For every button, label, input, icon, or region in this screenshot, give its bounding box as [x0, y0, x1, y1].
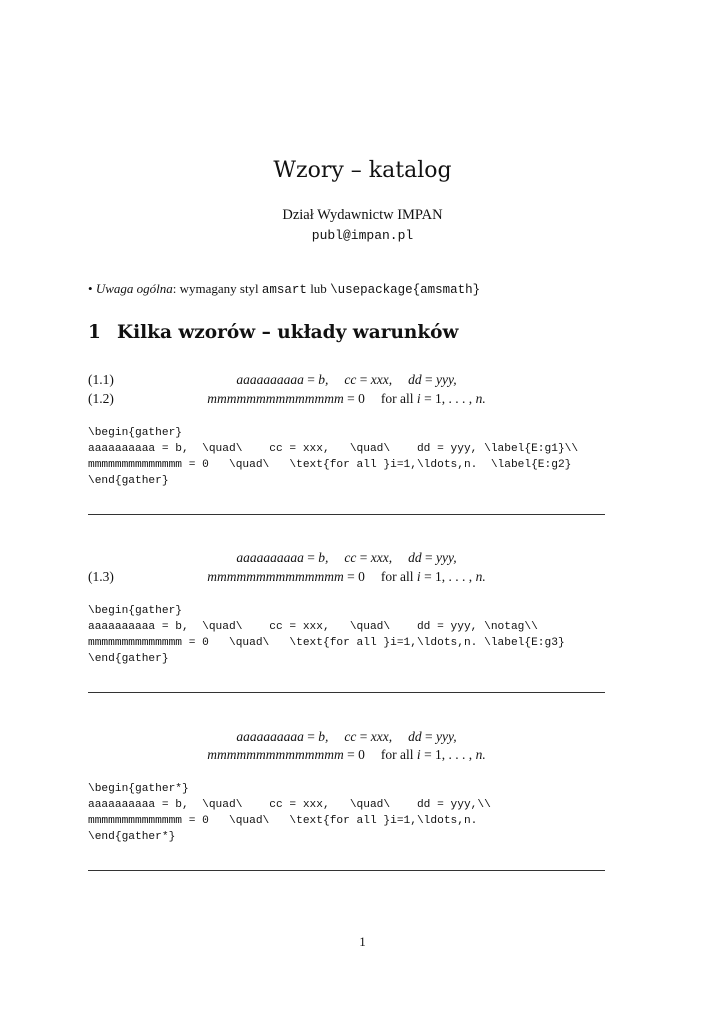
math-term: xxx, [370, 729, 393, 744]
math-range: = 1, . . . , [420, 747, 476, 762]
equation-tag: (1.2) [88, 391, 114, 406]
math-lhs: aaaaaaaaaa [236, 729, 304, 744]
math-term: dd [408, 729, 422, 744]
equation-math: aaaaaaaaaa = b, cc = xxx, dd = yyy, [236, 550, 457, 565]
equation-tag: (1.1) [88, 372, 114, 387]
separator-rule [88, 514, 605, 515]
note-label: Uwaga ogólna [95, 281, 173, 296]
equation-row [88, 729, 605, 747]
math-term: xxx, [370, 372, 393, 387]
math-term: dd [408, 372, 422, 387]
math-lhs: mmmmmmmmmmmmmm [207, 391, 344, 406]
math-text: for all [380, 747, 417, 762]
equation-tag: (1.3) [88, 569, 114, 584]
math-relation: = 0 [343, 391, 365, 406]
math-relation: = 0 [343, 569, 365, 584]
math-lhs: aaaaaaaaaa [236, 550, 304, 565]
equation-math [88, 391, 605, 407]
math-lhs: mmmmmmmmmmmmmm [207, 569, 344, 584]
section-title: Kilka wzorów – układy warunków [117, 322, 459, 343]
math-term: cc [344, 372, 357, 387]
equation-math [88, 747, 605, 763]
math-var: i [416, 747, 421, 762]
math-rhs: b, [318, 729, 329, 744]
math-var: i [416, 569, 421, 584]
math-end: n. [475, 569, 486, 584]
math-range: = 1, . . . , [420, 569, 476, 584]
latex-code-block: \begin{gather} aaaaaaaaaa = b, \quad\ cc = xxx, \quad\ dd = yyy, \notag\\ mmmmmmmmmmmmmm = 0 \quad\ \text{for all }i=1,\ldots,n. \label{E:g3} \end{gather} [88, 605, 565, 665]
math-relation: = [303, 729, 319, 744]
math-term: xxx, [370, 550, 393, 565]
math-end: n. [475, 747, 486, 762]
page-number: 1 [359, 934, 366, 949]
math-term: yyy, [435, 372, 457, 387]
math-relation: = [303, 550, 319, 565]
author-name: Dział Wydawnictw IMPAN [282, 207, 443, 223]
latex-code-block: \begin{gather*} aaaaaaaaaa = b, \quad\ cc = xxx, \quad\ dd = yyy,\\ mmmmmmmmmmmmmm = 0 \quad\ \text{for all }i=1,\ldots,n. \end{gather*} [88, 783, 491, 843]
equation-row [88, 550, 605, 568]
equation-math [88, 569, 605, 585]
latex-code-block: \begin{gather} aaaaaaaaaa = b, \quad\ cc = xxx, \quad\ dd = yyy, \label{E:g1}\\ mmmmmmmmmmmmmm = 0 \quad\ \text{for all }i=1,\ldots,n. \label{E:g2} \end{gather} [88, 427, 579, 487]
math-end: n. [475, 391, 486, 406]
equation-row [88, 372, 605, 390]
math-term: yyy, [435, 550, 457, 565]
math-relation: = 0 [343, 747, 365, 762]
note-code-usepackage: \usepackage{amsmath} [330, 283, 481, 297]
equation-math: aaaaaaaaaa = b, cc = xxx, dd = yyy, [236, 729, 457, 744]
math-relation: = [303, 372, 319, 387]
math-term: dd [408, 550, 422, 565]
separator-rule [88, 692, 605, 693]
math-term: cc [344, 550, 357, 565]
math-text: for all [380, 391, 417, 406]
general-note [88, 281, 480, 297]
note-text-middle: lub [306, 281, 331, 296]
equation-row [88, 569, 605, 587]
document-title: Wzory – katalog [273, 158, 452, 183]
math-term: cc [344, 729, 357, 744]
bullet: • [88, 281, 93, 296]
section-number: 1 [88, 322, 101, 343]
equation-row [88, 391, 605, 409]
math-term: yyy, [435, 729, 457, 744]
section-heading [88, 322, 458, 343]
note-code-amsart: amsart [261, 283, 307, 297]
math-lhs: mmmmmmmmmmmmmm [207, 747, 344, 762]
equation-math: aaaaaaaaaa = b, cc = xxx, dd = yyy, [236, 372, 457, 387]
separator-rule [88, 870, 605, 871]
math-range: = 1, . . . , [420, 391, 476, 406]
math-var: i [416, 391, 421, 406]
note-text-before: : wymagany styl [172, 281, 262, 296]
math-text: for all [380, 569, 417, 584]
equation-row [88, 747, 605, 765]
math-rhs: b, [318, 372, 329, 387]
math-lhs: aaaaaaaaaa [236, 372, 304, 387]
math-rhs: b, [318, 550, 329, 565]
author-email: publ@impan.pl [311, 228, 414, 243]
